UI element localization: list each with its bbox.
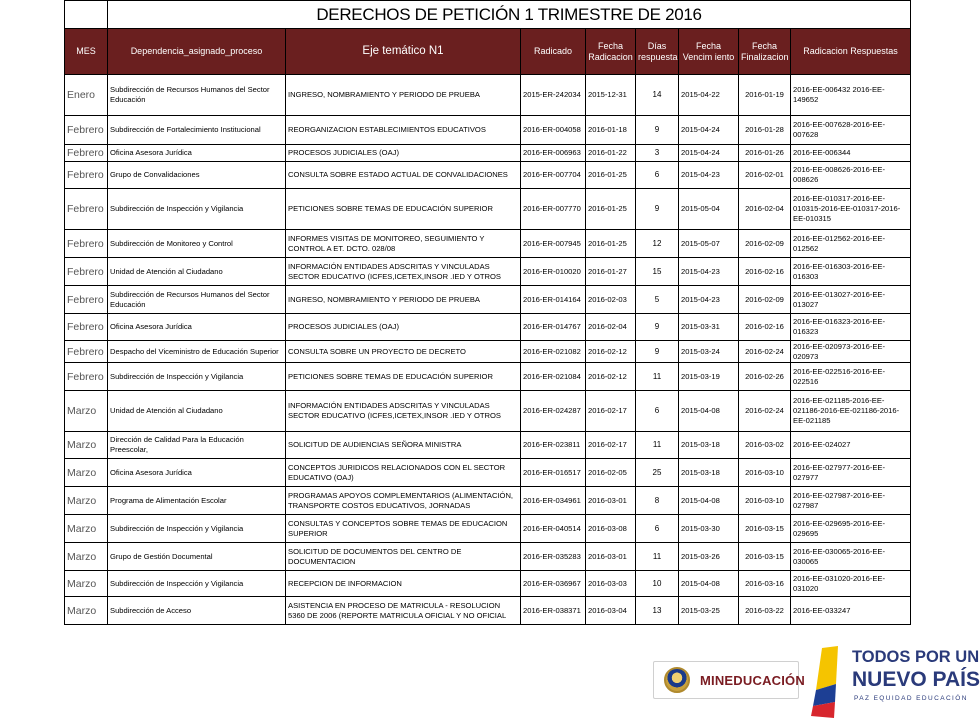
table-row (65, 162, 911, 189)
cell-fecha-vencimiento: 2015-04-23 (679, 286, 739, 314)
cell-fecha-radicacion: 2016-02-04 (586, 314, 636, 341)
cell-mes: Marzo (65, 543, 108, 571)
cell-mes: Enero (65, 75, 108, 116)
cell-eje-tematico: PROGRAMAS APOYOS COMPLEMENTARIOS (ALIMENTACIÓN, TRANSPORTE COSTOS EDUCATIVOS, JORNADAS (286, 487, 521, 515)
cell-fecha-vencimiento: 2015-04-23 (679, 162, 739, 189)
cell-radicacion-respuestas: 2016-EE-012562-2016-EE-012562 (791, 230, 911, 258)
table-row (65, 543, 911, 571)
cell-fecha-finalizacion: 2016-02-01 (739, 162, 791, 189)
cell-dependencia: Subdirección de Inspección y Vigilancia (108, 363, 286, 391)
cell-dependencia: Subdirección de Inspección y Vigilancia (108, 571, 286, 597)
cell-dias-respuesta: 25 (636, 459, 679, 487)
cell-eje-tematico: CONSULTA SOBRE UN PROYECTO DE DECRETO (286, 341, 521, 363)
cell-fecha-vencimiento: 2015-04-24 (679, 145, 739, 162)
cell-radicado: 2016-ER-014767 (521, 314, 586, 341)
cell-fecha-vencimiento: 2015-03-31 (679, 314, 739, 341)
cell-dependencia: Oficina Asesora Jurídica (108, 145, 286, 162)
cell-mes: Febrero (65, 230, 108, 258)
cell-mes: Febrero (65, 189, 108, 230)
cell-fecha-radicacion: 2016-01-27 (586, 258, 636, 286)
cell-dias-respuesta: 9 (636, 116, 679, 145)
cell-eje-tematico: PETICIONES SOBRE TEMAS DE EDUCACIÓN SUPERIOR (286, 363, 521, 391)
cell-fecha-finalizacion: 2016-02-16 (739, 258, 791, 286)
cell-dias-respuesta: 8 (636, 487, 679, 515)
cell-radicado: 2016-ER-036967 (521, 571, 586, 597)
header-fecha-finalizacion: Fecha Finalizacion (739, 29, 791, 75)
cell-fecha-finalizacion: 2016-02-24 (739, 341, 791, 363)
cell-radicado: 2016-ER-038371 (521, 597, 586, 625)
cell-radicacion-respuestas: 2016-EE-033247 (791, 597, 911, 625)
cell-eje-tematico: INFORMACIÓN ENTIDADES ADSCRITAS Y VINCULADAS SECTOR EDUCATIVO (ICFES,ICETEX,INSOR .IED Y OTROS (286, 391, 521, 432)
cell-fecha-vencimiento: 2015-04-08 (679, 487, 739, 515)
header-eje-tematico: Eje temático N1 (286, 29, 521, 75)
cell-fecha-vencimiento: 2015-03-24 (679, 341, 739, 363)
cell-radicado: 2016-ER-035283 (521, 543, 586, 571)
cell-radicado: 2016-ER-004058 (521, 116, 586, 145)
cell-radicacion-respuestas: 2016-EE-006432 2016-EE-149652 (791, 75, 911, 116)
cell-radicado: 2016-ER-007704 (521, 162, 586, 189)
table-row (65, 116, 911, 145)
cell-dependencia: Subdirección de Fortalecimiento Institucional (108, 116, 286, 145)
cell-mes: Febrero (65, 341, 108, 363)
header-radicado: Radicado (521, 29, 586, 75)
cell-dependencia: Programa de Alimentación Escolar (108, 487, 286, 515)
cell-fecha-radicacion: 2016-01-18 (586, 116, 636, 145)
table-row (65, 75, 911, 116)
cell-radicado: 2016-ER-021084 (521, 363, 586, 391)
cell-fecha-radicacion: 2016-02-17 (586, 391, 636, 432)
cell-dias-respuesta: 9 (636, 341, 679, 363)
cell-fecha-radicacion: 2016-03-04 (586, 597, 636, 625)
cell-dependencia: Subdirección de Recursos Humanos del Sector Educación (108, 75, 286, 116)
cell-fecha-vencimiento: 2015-03-26 (679, 543, 739, 571)
cell-radicado: 2016-ER-021082 (521, 341, 586, 363)
cell-dependencia: Subdirección de Recursos Humanos del Sector Educación (108, 286, 286, 314)
cell-dias-respuesta: 6 (636, 515, 679, 543)
cell-radicado: 2016-ER-007945 (521, 230, 586, 258)
table-row (65, 432, 911, 459)
cell-dependencia: Subdirección de Monitoreo y Control (108, 230, 286, 258)
cell-radicacion-respuestas: 2016-EE-029695-2016-EE-029695 (791, 515, 911, 543)
table-row (65, 189, 911, 230)
header-radicacion-respuestas: Radicacion Respuestas (791, 29, 911, 75)
cell-dias-respuesta: 12 (636, 230, 679, 258)
cell-eje-tematico: REORGANIZACION ESTABLECIMIENTOS EDUCATIVOS (286, 116, 521, 145)
cell-radicacion-respuestas: 2016-EE-027977-2016-EE-027977 (791, 459, 911, 487)
cell-eje-tematico: SOLICITUD DE AUDIENCIAS SEÑORA MINISTRA (286, 432, 521, 459)
cell-dias-respuesta: 13 (636, 597, 679, 625)
table-row (65, 571, 911, 597)
cell-fecha-finalizacion: 2016-01-28 (739, 116, 791, 145)
cell-fecha-radicacion: 2016-01-25 (586, 189, 636, 230)
cell-fecha-finalizacion: 2016-03-10 (739, 487, 791, 515)
title-row (65, 1, 911, 29)
cell-eje-tematico: SOLICITUD DE DOCUMENTOS DEL CENTRO DE DOCUMENTACION (286, 543, 521, 571)
cell-fecha-finalizacion: 2016-03-16 (739, 571, 791, 597)
cell-eje-tematico: CONCEPTOS JURIDICOS RELACIONADOS CON EL SECTOR EDUCATIVO (OAJ) (286, 459, 521, 487)
table-row (65, 258, 911, 286)
cell-fecha-radicacion: 2016-01-25 (586, 162, 636, 189)
table-row (65, 459, 911, 487)
cell-fecha-radicacion: 2016-02-12 (586, 363, 636, 391)
cell-dias-respuesta: 14 (636, 75, 679, 116)
cell-dependencia: Grupo de Convalidaciones (108, 162, 286, 189)
cell-fecha-finalizacion: 2016-02-26 (739, 363, 791, 391)
cell-mes: Marzo (65, 432, 108, 459)
cell-radicacion-respuestas: 2016-EE-021185-2016-EE-021186-2016-EE-021186-2016-EE-021185 (791, 391, 911, 432)
cell-radicacion-respuestas: 2016-EE-010317-2016-EE-010315-2016-EE-010317-2016-EE-010315 (791, 189, 911, 230)
header-dias-respuesta: Días respuesta (636, 29, 679, 75)
cell-mes: Marzo (65, 571, 108, 597)
cell-radicacion-respuestas: 2016-EE-016303-2016-EE-016303 (791, 258, 911, 286)
cell-eje-tematico: INGRESO, NOMBRAMIENTO Y PERIODO DE PRUEBA (286, 75, 521, 116)
cell-fecha-finalizacion: 2016-03-02 (739, 432, 791, 459)
cell-fecha-finalizacion: 2016-01-26 (739, 145, 791, 162)
cell-radicacion-respuestas: 2016-EE-030065-2016-EE-030065 (791, 543, 911, 571)
cell-radicacion-respuestas: 2016-EE-020973-2016-EE-020973 (791, 341, 911, 363)
cell-fecha-radicacion: 2016-01-22 (586, 145, 636, 162)
cell-mes: Marzo (65, 515, 108, 543)
cell-eje-tematico: CONSULTA SOBRE ESTADO ACTUAL DE CONVALIDACIONES (286, 162, 521, 189)
cell-mes: Febrero (65, 116, 108, 145)
cell-fecha-vencimiento: 2015-03-30 (679, 515, 739, 543)
cell-mes: Marzo (65, 597, 108, 625)
header-row (65, 29, 911, 75)
cell-fecha-finalizacion: 2016-02-04 (739, 189, 791, 230)
cell-radicacion-respuestas: 2016-EE-022516-2016-EE-022516 (791, 363, 911, 391)
cell-dependencia: Despacho del Viceministro de Educación Superior (108, 341, 286, 363)
cell-fecha-vencimiento: 2015-03-19 (679, 363, 739, 391)
table-row (65, 363, 911, 391)
cell-radicado: 2016-ER-016517 (521, 459, 586, 487)
cell-mes: Marzo (65, 391, 108, 432)
cell-dias-respuesta: 11 (636, 432, 679, 459)
cell-eje-tematico: RECEPCION DE INFORMACION (286, 571, 521, 597)
cell-radicacion-respuestas: 2016-EE-016323-2016-EE-016323 (791, 314, 911, 341)
cell-fecha-vencimiento: 2015-03-18 (679, 432, 739, 459)
cell-eje-tematico: CONSULTAS Y CONCEPTOS SOBRE TEMAS DE EDUCACION SUPERIOR (286, 515, 521, 543)
table-row (65, 341, 911, 363)
cell-eje-tematico: INFORMES VISITAS DE MONITOREO, SEGUIMIENTO Y CONTROL A ET. DCTO. 028/08 (286, 230, 521, 258)
cell-fecha-finalizacion: 2016-03-22 (739, 597, 791, 625)
cell-fecha-finalizacion: 2016-03-15 (739, 515, 791, 543)
cell-radicado: 2016-ER-034961 (521, 487, 586, 515)
cell-eje-tematico: PETICIONES SOBRE TEMAS DE EDUCACIÓN SUPERIOR (286, 189, 521, 230)
cell-dependencia: Subdirección de Inspección y Vigilancia (108, 515, 286, 543)
cell-fecha-vencimiento: 2015-03-18 (679, 459, 739, 487)
derechos-peticion-table (64, 0, 911, 625)
cell-fecha-radicacion: 2016-02-12 (586, 341, 636, 363)
cell-radicacion-respuestas: 2016-EE-007628-2016-EE-007628 (791, 116, 911, 145)
header-mes: MES (65, 29, 108, 75)
title-blank-cell (65, 1, 108, 29)
cell-dias-respuesta: 11 (636, 543, 679, 571)
cell-radicado: 2016-ER-010020 (521, 258, 586, 286)
cell-radicado: 2016-ER-006963 (521, 145, 586, 162)
cell-dependencia: Dirección de Calidad Para la Educación Preescolar, (108, 432, 286, 459)
cell-dependencia: Grupo de Gestión Documental (108, 543, 286, 571)
cell-dias-respuesta: 5 (636, 286, 679, 314)
cell-fecha-radicacion: 2016-02-17 (586, 432, 636, 459)
cell-dias-respuesta: 9 (636, 189, 679, 230)
cell-dependencia: Unidad de Atención al Ciudadano (108, 391, 286, 432)
table-row (65, 391, 911, 432)
cell-radicacion-respuestas: 2016-EE-027987-2016-EE-027987 (791, 487, 911, 515)
cell-radicacion-respuestas: 2016-EE-008626-2016-EE-008626 (791, 162, 911, 189)
flag-yellow-stripe (816, 646, 838, 690)
cell-fecha-vencimiento: 2015-05-04 (679, 189, 739, 230)
cell-fecha-finalizacion: 2016-02-09 (739, 230, 791, 258)
cell-fecha-radicacion: 2015-12-31 (586, 75, 636, 116)
logo-tagline: PAZ EQUIDAD EDUCACIÓN (854, 695, 968, 702)
cell-fecha-radicacion: 2016-01-25 (586, 230, 636, 258)
page-title: DERECHOS DE PETICIÓN 1 TRIMESTRE DE 2016 (108, 1, 911, 29)
header-fecha-radicacion: Fecha Radicacion (586, 29, 636, 75)
cell-radicacion-respuestas: 2016-EE-013027-2016-EE-013027 (791, 286, 911, 314)
cell-dias-respuesta: 3 (636, 145, 679, 162)
table-row (65, 286, 911, 314)
cell-fecha-finalizacion: 2016-02-24 (739, 391, 791, 432)
cell-fecha-radicacion: 2016-02-03 (586, 286, 636, 314)
cell-eje-tematico: ASISTENCIA EN PROCESO DE MATRICULA - RESOLUCION 5360 DE 2006 (REPORTE MATRICULA OFICIAL Y NO OFICIAL (286, 597, 521, 625)
cell-dias-respuesta: 9 (636, 314, 679, 341)
coat-of-arms-icon (664, 667, 690, 693)
cell-mes: Febrero (65, 145, 108, 162)
cell-dias-respuesta: 11 (636, 363, 679, 391)
cell-radicado: 2016-ER-014164 (521, 286, 586, 314)
todos-por-un-nuevo-pais-logo (808, 644, 980, 720)
cell-radicado: 2016-ER-007770 (521, 189, 586, 230)
cell-fecha-finalizacion: 2016-02-16 (739, 314, 791, 341)
cell-fecha-vencimiento: 2015-05-07 (679, 230, 739, 258)
cell-dependencia: Unidad de Atención al Ciudadano (108, 258, 286, 286)
table-row (65, 487, 911, 515)
cell-mes: Febrero (65, 286, 108, 314)
cell-fecha-radicacion: 2016-03-01 (586, 487, 636, 515)
cell-mes: Febrero (65, 363, 108, 391)
cell-dependencia: Oficina Asesora Jurídica (108, 459, 286, 487)
cell-fecha-vencimiento: 2015-03-25 (679, 597, 739, 625)
cell-dependencia: Subdirección de Acceso (108, 597, 286, 625)
cell-radicacion-respuestas: 2016-EE-006344 (791, 145, 911, 162)
colombia-flag-icon (808, 644, 856, 720)
cell-fecha-radicacion: 2016-03-01 (586, 543, 636, 571)
header-dependencia: Dependencia_asignado_proceso (108, 29, 286, 75)
table-row (65, 597, 911, 625)
cell-fecha-vencimiento: 2015-04-08 (679, 391, 739, 432)
cell-radicado: 2016-ER-023811 (521, 432, 586, 459)
cell-fecha-radicacion: 2016-03-08 (586, 515, 636, 543)
cell-dias-respuesta: 6 (636, 391, 679, 432)
cell-dias-respuesta: 15 (636, 258, 679, 286)
mineducacion-logo (653, 661, 805, 699)
logo-line-1: TODOS POR UN (852, 648, 980, 666)
cell-radicado: 2016-ER-024287 (521, 391, 586, 432)
cell-dias-respuesta: 6 (636, 162, 679, 189)
cell-fecha-finalizacion: 2016-02-09 (739, 286, 791, 314)
cell-radicado: 2015-ER-242034 (521, 75, 586, 116)
mineducacion-logo-text: MINEDUCACIÓN (700, 672, 805, 688)
cell-fecha-vencimiento: 2015-04-22 (679, 75, 739, 116)
cell-mes: Febrero (65, 258, 108, 286)
cell-fecha-radicacion: 2016-03-03 (586, 571, 636, 597)
cell-fecha-finalizacion: 2016-01-19 (739, 75, 791, 116)
cell-mes: Marzo (65, 459, 108, 487)
table-row (65, 230, 911, 258)
cell-dias-respuesta: 10 (636, 571, 679, 597)
cell-dependencia: Oficina Asesora Jurídica (108, 314, 286, 341)
cell-fecha-vencimiento: 2015-04-24 (679, 116, 739, 145)
cell-radicacion-respuestas: 2016-EE-024027 (791, 432, 911, 459)
cell-mes: Marzo (65, 487, 108, 515)
cell-radicado: 2016-ER-040514 (521, 515, 586, 543)
cell-eje-tematico: INGRESO, NOMBRAMIENTO Y PERIODO DE PRUEBA (286, 286, 521, 314)
cell-fecha-vencimiento: 2015-04-08 (679, 571, 739, 597)
cell-eje-tematico: INFORMACIÓN ENTIDADES ADSCRITAS Y VINCULADAS SECTOR EDUCATIVO (ICFES,ICETEX,INSOR .IED Y OTROS (286, 258, 521, 286)
logo-line-2: NUEVO PAÍS (852, 668, 980, 691)
cell-fecha-finalizacion: 2016-03-15 (739, 543, 791, 571)
cell-eje-tematico: PROCESOS JUDICIALES (OAJ) (286, 314, 521, 341)
cell-fecha-vencimiento: 2015-04-23 (679, 258, 739, 286)
cell-fecha-radicacion: 2016-02-05 (586, 459, 636, 487)
table-row (65, 145, 911, 162)
cell-fecha-finalizacion: 2016-03-10 (739, 459, 791, 487)
cell-mes: Febrero (65, 314, 108, 341)
cell-dependencia: Subdirección de Inspección y Vigilancia (108, 189, 286, 230)
header-fecha-vencimiento: Fecha Vencim iento (679, 29, 739, 75)
cell-mes: Febrero (65, 162, 108, 189)
cell-eje-tematico: PROCESOS JUDICIALES (OAJ) (286, 145, 521, 162)
cell-radicacion-respuestas: 2016-EE-031020-2016-EE-031020 (791, 571, 911, 597)
table-row (65, 515, 911, 543)
table-row (65, 314, 911, 341)
